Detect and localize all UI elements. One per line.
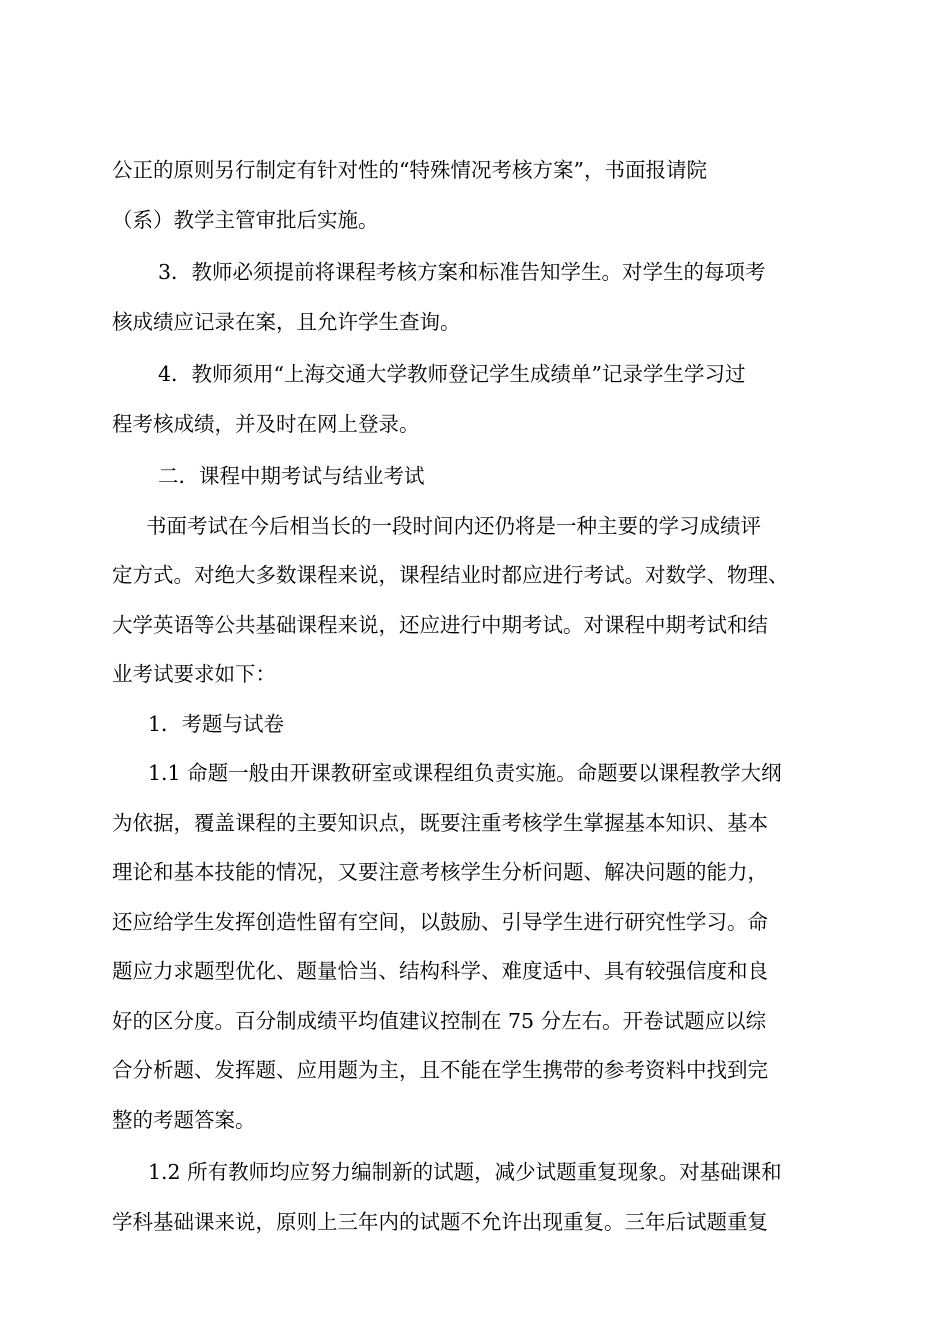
text-line: 大学英语等公共基础课程来说，还应进行中期考试。对课程中期考试和结 [112, 612, 768, 637]
text-line: 3．教师必须提前将课程考核方案和标准告知学生。对学生的每项考 [158, 260, 766, 284]
section-heading: 二．课程中期考试与结业考试 [158, 464, 425, 488]
text-line: 定方式。对绝大多数课程来说，课程结业时都应进行考试。对数学、物理、 [112, 563, 789, 587]
text-line: 书面考试在今后相当长的一段时间内还仍将是一种主要的学习成绩评 [146, 513, 761, 538]
text-line: 好的区分度。百分制成绩平均值建议控制在 75 分左右。开卷试题应以综 [112, 1008, 767, 1033]
text-line: 核成绩应记录在案，且允许学生查询。 [112, 309, 461, 334]
text-line: 1.2 所有教师均应努力编制新的试题，减少试题重复现象。对基础课和 [148, 1160, 782, 1184]
text-line: （系）教学主管审批后实施。 [112, 207, 379, 232]
text-line: 公正的原则另行制定有针对性的“特殊情况考核方案”，书面报请院 [112, 158, 707, 182]
text-line: 程考核成绩，并及时在网上登录。 [112, 411, 420, 436]
document-body [112, 146, 842, 1247]
text-line: 4．教师须用“上海交通大学教师登记学生成绩单”记录学生学习过 [158, 362, 746, 386]
text-line: 题应力求题型优化、题量恰当、结构科学、难度适中、具有较强信度和良 [112, 959, 768, 983]
text-line: 1.1 命题一般由开课教研室或课程组负责实施。命题要以课程教学大纲 [148, 761, 782, 785]
subsection-heading: 1．考题与试卷 [148, 711, 285, 736]
text-line: 为依据，覆盖课程的主要知识点，既要注重考核学生掌握基本知识、基本 [112, 810, 768, 835]
text-line: 合分析题、发挥题、应用题为主，且不能在学生携带的参考资料中找到完 [112, 1058, 768, 1082]
text-line: 还应给学生发挥创造性留有空间，以鼓励、引导学生进行研究性学习。命 [112, 909, 768, 934]
text-line: 整的考题答案。 [112, 1107, 256, 1132]
text-line: 业考试要求如下： [112, 662, 276, 686]
text-line: 理论和基本技能的情况，又要注意考核学生分析问题、解决问题的能力， [112, 860, 768, 884]
text-line: 学科基础课来说，原则上三年内的试题不允许出现重复。三年后试题重复 [112, 1209, 768, 1234]
